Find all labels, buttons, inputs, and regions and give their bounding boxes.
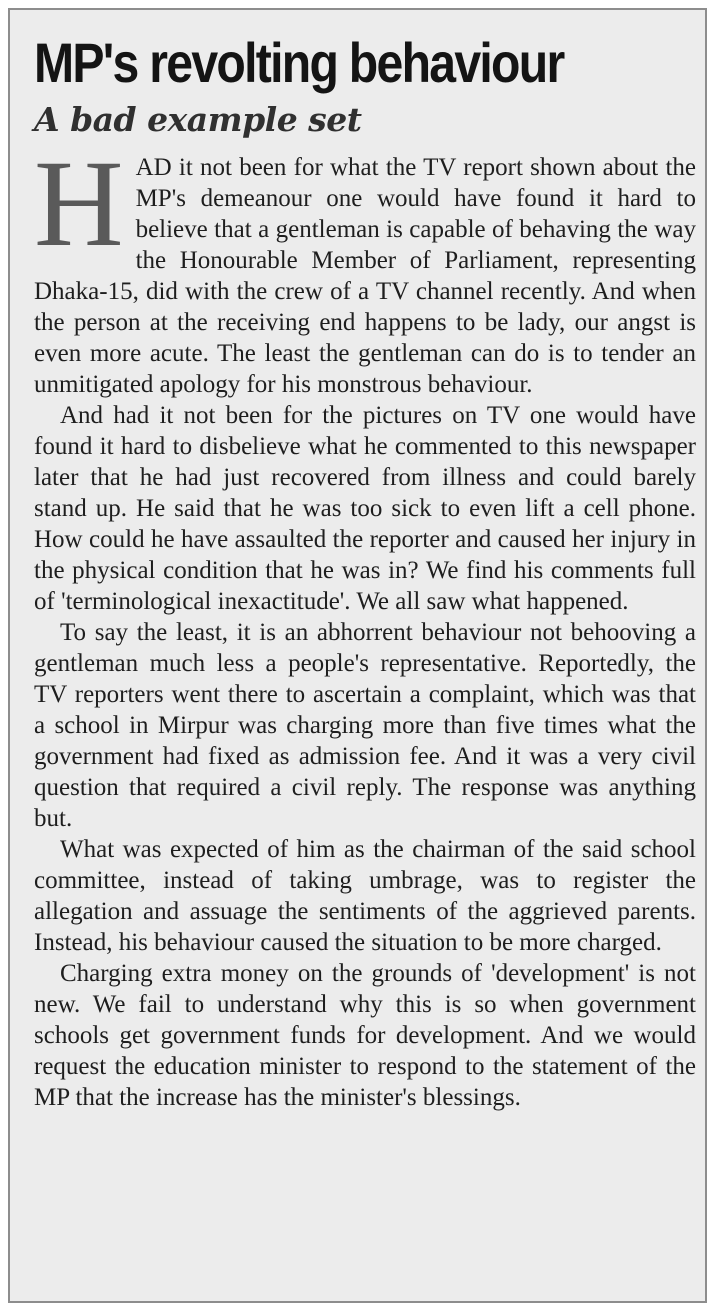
editorial-article [34,30,696,1113]
subheadline: A bad example set [34,100,362,139]
paragraph-1 [34,135,696,400]
paragraph-5: Charging extra money on the grounds of 'development' is not new. We fail to understand why this is so when government schools get government funds for development. And we would request the education minister to respond to the statement of the MP that the increase has the minister's blessings. [34,960,696,1111]
article-body [34,135,696,1113]
headline: MP's revolting behaviour [34,31,564,94]
newspaper-clipping [8,8,707,1303]
drop-cap: H [34,135,124,272]
paragraph-1-text: AD it not been for what the TV report shown about the MP's demeanour one would have found it hard to believe that a gentleman is capable of behaving the way the Honourable Member of Parliament, representing Dhaka-15, did with the crew of a TV channel recently. And when the person at the receiving end happens to be lady, our angst is even more acute. The least the gentleman can do is to tender an unmitigated apology for his monstrous behaviour. [34,154,696,398]
paragraph-2: And had it not been for the pictures on TV one would have found it hard to disbelieve what he commented to this newspaper later that he had just recovered from illness and could barely stand up. He said that he was too sick to even lift a cell phone. How could he have assaulted the reporter and caused her injury in the physical condition that he was in? We find his comments full of 'terminological inexactitude'. We all saw what happened. [34,402,696,615]
paragraph-3: To say the least, it is an abhorrent behaviour not behooving a gentleman much less a people's representative. Reportedly, the TV reporters went there to ascertain a complaint, which was that a school in Mirpur was charging more than five times what the government had fixed as admission fee. And it was a very civil question that required a civil reply. The response was anything but. [34,619,696,832]
paragraph-4: What was expected of him as the chairman of the said school committee, instead of taking umbrage, was to register the allegation and assuage the sentiments of the aggrieved parents. Instead, his behaviour caused the situation to be more charged. [34,836,696,956]
